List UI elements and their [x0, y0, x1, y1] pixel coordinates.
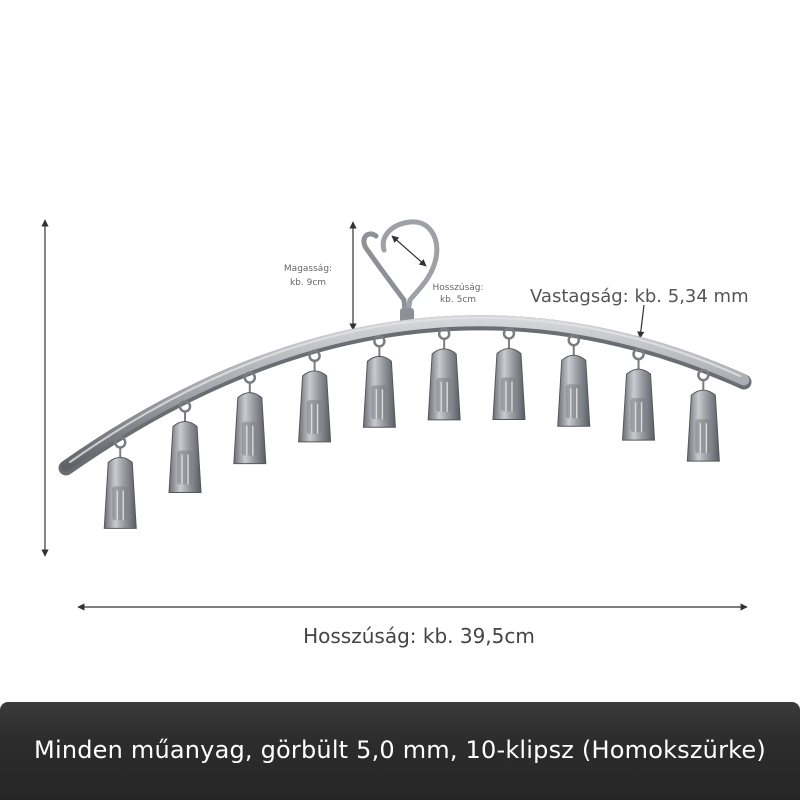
height-label-title: Magasság:	[283, 264, 333, 274]
clothespin-clip	[234, 373, 266, 464]
caption-text: Minden műanyag, görbült 5,0 mm, 10-klipsz (Homokszürke)	[34, 736, 766, 764]
clothespin-clip	[623, 349, 655, 440]
thickness-pointer-line	[640, 305, 644, 338]
hook-length-label	[422, 282, 494, 306]
clothespin-clip	[104, 437, 136, 528]
height-label-value: kb. 9cm	[289, 278, 327, 288]
hook-length-label-title: Hosszúság:	[432, 283, 484, 293]
thickness-label: Vastagság: kb. 5,34 mm	[530, 286, 749, 307]
clothespin-clip	[428, 329, 460, 420]
length-label: Hosszúság: kb. 39,5cm	[303, 624, 535, 648]
height-label	[272, 262, 344, 290]
hook-length-dimension-line	[392, 236, 426, 266]
caption-bar	[0, 702, 800, 800]
clothespin-clip	[558, 335, 590, 426]
clothespin-clip	[169, 401, 201, 492]
hook-length-label-value: kb. 5cm	[439, 295, 477, 305]
clothespin-clip	[493, 328, 525, 419]
clothespin-clip	[299, 351, 331, 442]
hanger-hook	[364, 222, 437, 326]
clothespin-clip	[363, 336, 395, 427]
clothespin-clip	[687, 370, 719, 461]
clip-group	[104, 328, 719, 528]
